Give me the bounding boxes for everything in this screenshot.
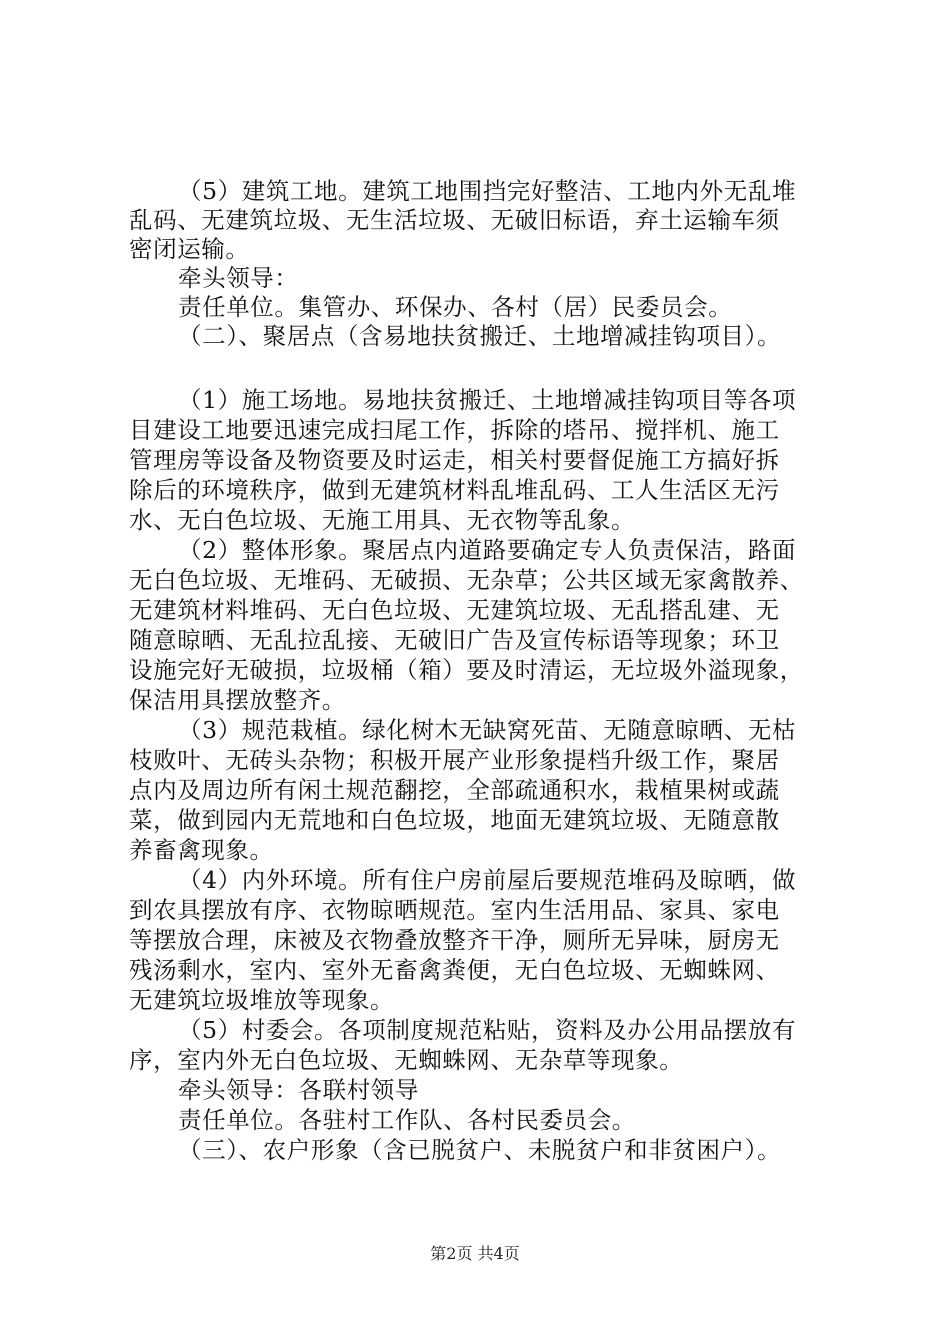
paragraph-line: 序，室内外无白色垃圾、无蜘蛛网、无杂草等现象。	[129, 1046, 684, 1074]
paragraph-line: 责任单位。各驻村工作队、各村民委员会。	[178, 1106, 636, 1134]
paragraph-line: 点内及周边所有闲土规范翻挖，全部疏通积水，栽植果树或蔬	[129, 776, 780, 804]
paragraph-line: 无白色垃圾、无堆码、无破损、无杂草；公共区域无家禽散养、	[129, 566, 804, 594]
paragraph-line: 目建设工地要迅速完成扫尾工作，拆除的塔吊、搅拌机、施工	[129, 416, 780, 444]
paragraph-line: 牵头领导：各联村领导	[178, 1076, 419, 1104]
paragraph-line: 设施完好无破损，垃圾桶（箱）要及时清运，无垃圾外溢现象，	[129, 656, 804, 684]
paragraph-line: 到农具摆放有序、衣物晾晒规范。室内生活用品、家具、家电	[129, 896, 780, 924]
paragraph-line: 等摆放合理，床被及衣物叠放整齐干净，厕所无异味，厨房无	[129, 926, 780, 954]
paragraph-line: （4）内外环境。所有住户房前屋后要规范堆码及晾晒，做	[178, 866, 797, 894]
paragraph-line: （5）建筑工地。建筑工地围挡完好整洁、工地内外无乱堆	[178, 177, 797, 205]
paragraph-line: （5）村委会。各项制度规范粘贴，资料及办公用品摆放有	[178, 1016, 797, 1044]
section-heading: （二）、聚居点（含易地扶贫搬迁、土地增减挂钩项目）。	[178, 322, 782, 350]
paragraph-line: 乱码、无建筑垃圾、无生活垃圾、无破旧标语，弃土运输车须	[129, 206, 780, 234]
paragraph-line: 除后的环境秩序，做到无建筑材料乱堆乱码、工人生活区无污	[129, 476, 780, 504]
paragraph-line: 保洁用具摆放整齐。	[129, 686, 346, 714]
paragraph-line: 责任单位。集管办、环保办、各村（居）民委员会。	[178, 293, 733, 321]
paragraph-line: 管理房等设备及物资要及时运走，相关村要督促施工方搞好拆	[129, 446, 780, 474]
paragraph-line: 牵头领导：	[178, 264, 299, 292]
paragraph-line: 枝败叶、无砖头杂物；积极开展产业形象提档升级工作，聚居	[129, 746, 780, 774]
page-number-footer: 第2页 共4页	[430, 1244, 520, 1263]
paragraph-line: （1）施工场地。易地扶贫搬迁、土地增减挂钩项目等各项	[178, 386, 797, 414]
paragraph-line: 养畜禽现象。	[129, 836, 274, 864]
paragraph-line: 无建筑垃圾堆放等现象。	[129, 986, 395, 1014]
paragraph-line: 水、无白色垃圾、无施工用具、无衣物等乱象。	[129, 506, 636, 534]
paragraph-line: 随意晾晒、无乱拉乱接、无破旧广告及宣传标语等现象；环卫	[129, 626, 780, 654]
paragraph-line: （3）规范栽植。绿化树木无缺窝死苗、无随意晾晒、无枯	[178, 716, 797, 744]
paragraph-line: 残汤剩水，室内、室外无畜禽粪便，无白色垃圾、无蜘蛛网、	[129, 956, 780, 984]
paragraph-line: （2）整体形象。聚居点内道路要确定专人负责保洁，路面	[178, 536, 797, 564]
section-heading: （三）、农户形象（含已脱贫户、未脱贫户和非贫困户）。	[178, 1136, 782, 1164]
paragraph-line: 无建筑材料堆码、无白色垃圾、无建筑垃圾、无乱搭乱建、无	[129, 596, 780, 624]
paragraph-line: 密闭运输。	[129, 235, 250, 263]
paragraph-line: 菜，做到园内无荒地和白色垃圾，地面无建筑垃圾、无随意散	[129, 806, 780, 834]
